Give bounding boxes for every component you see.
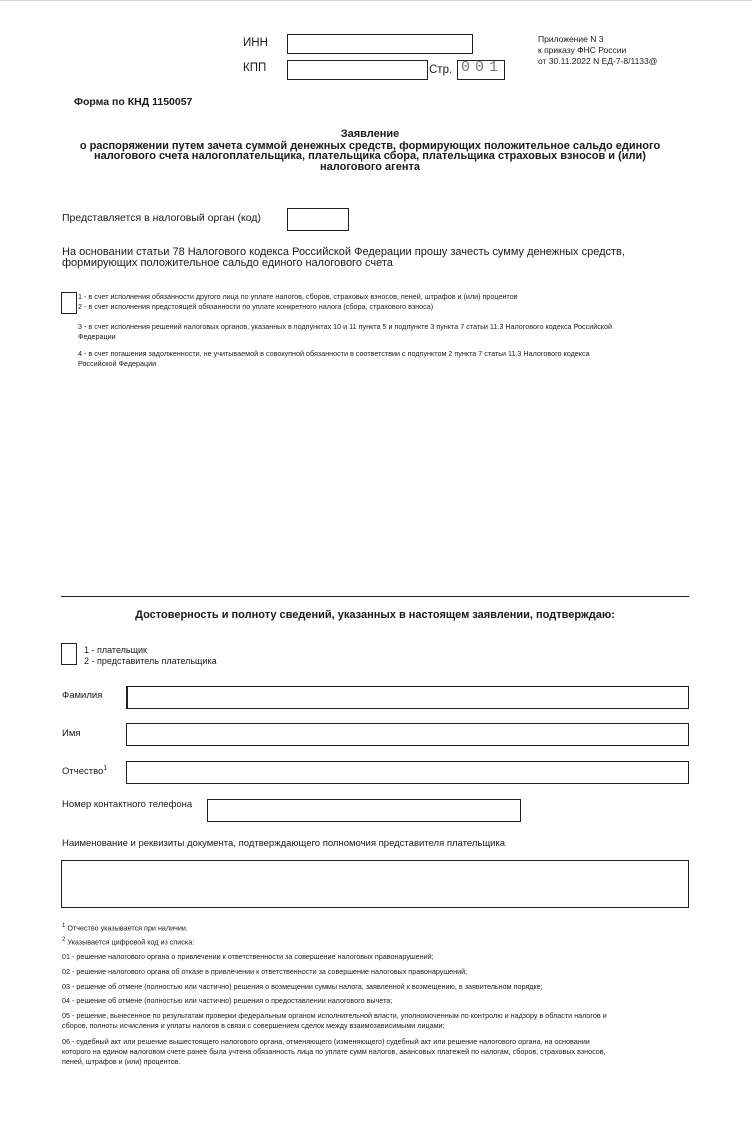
code-06: 06 - судебный акт или решение вышестоящего налогового органа, отменяющего (изменяющего) судебный акт или решение налогового органа, на основании xyxy=(62,1037,590,1046)
appendix-line-2: к приказу ФНС России xyxy=(538,45,627,55)
surname-field[interactable] xyxy=(126,686,689,709)
option-4: 4 - в счет погашения задолженности, не учитываемой в совокупной обязанности в соответствии с подпунктом 2 пункта 7 статьи 11.3 Налогового кодекса xyxy=(78,349,590,358)
basis-line-2: формирующих положительное сальдо единого налогового счета xyxy=(62,257,393,269)
section-divider xyxy=(61,596,689,597)
confirm-heading: Достоверность и полноту сведений, указанных в настоящем заявлении, подтверждаю: xyxy=(135,609,615,621)
code-05-cont: сборов, полноты исчисления и уплаты налогов в связи с совершением сделок между взаимозависимыми лицами; xyxy=(62,1021,445,1030)
role-option-1: 1 - плательщик xyxy=(84,645,147,655)
option-2: 2 - в счет исполнения предстоящей обязанности по уплате конкретного налога (сбора, страхового взноса) xyxy=(78,302,434,311)
kpp-label: КПП xyxy=(243,62,267,74)
document-title-line-2: о распоряжении путем зачета суммой денежных средств, формирующих положительное сальдо единого xyxy=(79,140,661,152)
phone-field[interactable] xyxy=(207,799,521,822)
document-title-line-4: налогового агента xyxy=(320,161,420,173)
code-01: 01 - решение налогового органа о привлечении к ответственности за совершение налоговых правонарушений; xyxy=(62,952,434,961)
signer-role-field[interactable] xyxy=(61,643,77,665)
code-05: 05 - решение, вынесенное по результатам проверки федеральным органом исполнительной власти, уполномоченным по контролю и надзору в области налогов и xyxy=(62,1011,607,1020)
footnote-1-text: Отчество указывается при наличии. xyxy=(67,923,188,933)
option-3: 3 - в счет исполнения решений налоговых органов, указанных в подпунктах 10 и 11 пункта 5 и подпункте 3 пункта 7 статьи 11.3 Налогового кодекса Российской xyxy=(78,322,613,331)
tax-authority-code-field[interactable] xyxy=(287,208,349,231)
page-number: 001 xyxy=(461,59,504,76)
document-field[interactable] xyxy=(61,860,689,908)
top-border xyxy=(0,0,752,1)
footnote-2-text: Указывается цифровой код из списка: xyxy=(67,937,195,947)
code-02: 02 - решение налогового органа об отказе в привлечении к ответственности за совершение налоговых правонарушений; xyxy=(62,967,468,976)
surname-label: Фамилия xyxy=(62,690,103,701)
inn-field[interactable] xyxy=(287,34,473,54)
code-06-cont: которого на едином налоговом счете ранее была учтена обязанность лица по уплате сумм налогов, авансовых платежей по налогам, сборов, страховых взносов, xyxy=(62,1047,606,1056)
footnote-2-mark: 2 xyxy=(62,937,66,943)
kpp-field[interactable] xyxy=(287,60,428,80)
page-label: Стр. xyxy=(429,64,453,76)
document-title-line-3: налогового счета налогоплательщика, плательщика сбора, плательщика страховых взносов и (или) xyxy=(94,150,646,162)
patronymic-field[interactable] xyxy=(126,761,689,784)
appendix-line-3: от 30.11.2022 N ЕД-7-8/1133@ xyxy=(538,56,658,66)
document-title: Заявление xyxy=(340,128,400,140)
code-04: 04 - решение об отмене (полностью или частично) решения о предоставлении налогового вычета; xyxy=(62,996,393,1005)
option-code-field[interactable] xyxy=(61,292,77,314)
patronymic-label-text: Отчество xyxy=(62,766,104,778)
footnote-1 xyxy=(62,922,682,933)
form-code: Форма по КНД 1150057 xyxy=(74,96,193,108)
footnote-2 xyxy=(62,936,682,947)
tax-authority-label: Представляется в налоговый орган (код) xyxy=(62,212,261,224)
inn-label: ИНН xyxy=(243,37,268,49)
option-1: 1 - в счет исполнения обязанности другого лица по уплате налогов, сборов, страховых взносов, пеней, штрафов и (или) процентов xyxy=(78,292,518,301)
name-label: Имя xyxy=(62,728,81,739)
document-label: Наименование и реквизиты документа, подтверждающего полномочия представителя плательщика xyxy=(62,838,506,849)
patronymic-label xyxy=(62,765,107,777)
role-option-2: 2 - представитель плательщика xyxy=(84,656,217,666)
option-3-cont: Федерации xyxy=(78,332,116,341)
code-03: 03 - решение об отмене (полностью или частично) решения о возмещении суммы налога, заявленной к возмещению, в заявительном порядке; xyxy=(62,982,543,991)
basis-line-1: На основании статьи 78 Налогового кодекса Российской Федерации прошу зачесть сумму денежных средств, xyxy=(62,246,625,258)
name-field[interactable] xyxy=(126,723,689,746)
patronymic-footnote-mark: 1 xyxy=(103,765,108,772)
option-4-cont: Российской Федерации xyxy=(78,359,157,368)
code-06-cont-2: пеней, штрафов и (или) процентов. xyxy=(62,1057,181,1066)
phone-label: Номер контактного телефона xyxy=(62,799,193,810)
footnote-1-mark: 1 xyxy=(62,923,66,929)
appendix-line-1: Приложение N 3 xyxy=(538,34,604,44)
